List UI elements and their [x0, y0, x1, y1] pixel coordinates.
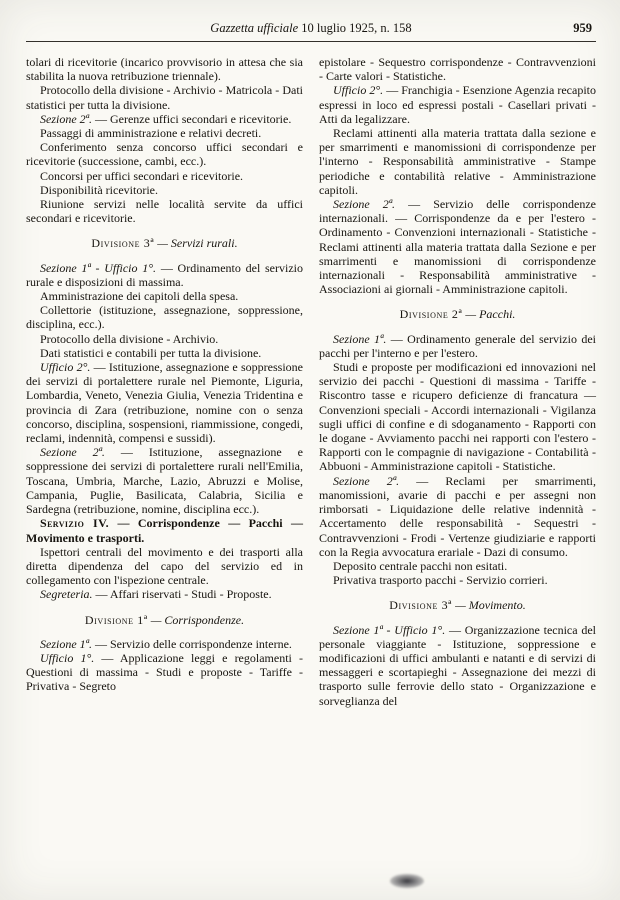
division-title: — Servizi rurali. — [157, 236, 238, 251]
paragraph — [319, 360, 596, 474]
paragraph-text: tolari di ricevitorie (incarico provvisorio in attesa che sia stabilita la nuova retribuzione triennale). — [26, 55, 303, 84]
paragraph-text: — Affari riservati - Studi - Proposte. — [95, 587, 272, 602]
paragraph — [319, 559, 596, 573]
paragraph-text: — Gerenze uffici secondari e ricevitorie. — [94, 111, 292, 126]
header-rule — [26, 41, 596, 42]
paragraph-text: — Corrispondenze — Pacchi — Movimento e trasporti. — [26, 516, 303, 545]
paragraph-text: — Servizio delle corrispondenze internazionali. — Corrispondenze da e per l'estero - Ordinamento - Convenzioni internazionali - Statistiche - Reclami attinenti alla materia trattata dalla Sezione e per smarrimenti e manomissioni di corrispondenze internazionali - Responsabilità amministrative - Associazioni ai giornali - Amministrazione capitoli. — [319, 197, 597, 297]
paragraph — [26, 637, 303, 651]
paragraph-text: Conferimento senza concorso uffici secondari e ricevitorie (successione, cambi, ecc.). — [26, 140, 303, 169]
paragraph — [319, 83, 596, 126]
paragraph-text: Privativa trasporto pacchi - Servizio corrieri. — [333, 573, 548, 588]
paragraph — [319, 623, 596, 708]
paragraph-text: epistolare - Sequestro corrispondenze - Contravvenzioni - Carte valori - Statistiche. — [319, 55, 596, 84]
division-title: — Movimento. — [455, 598, 526, 613]
division-heading — [319, 307, 596, 321]
division-label: Divisione 1ª — [84, 612, 148, 627]
journal-issue: 10 luglio 1925, n. 158 — [301, 21, 412, 35]
paragraph — [26, 516, 303, 544]
division-label: Divisione 3ª — [389, 598, 453, 613]
paragraph — [26, 112, 303, 126]
paragraph — [26, 360, 303, 445]
paragraph-lead: Ufficio 2°. — [40, 360, 91, 375]
paragraph — [319, 474, 596, 559]
paragraph-text: — Istituzione, assegnazione e soppressione dei servizi di portalettere rurale nel Piemonte, Liguria, Lombardia, Veneto, Venezia Giulia, Venezia Tridentina e provincia di Zara (retribuzione, nomine con o senza concorso, disciplina, sospensioni, riammissione, congedi, reclami, indennità, compensi e sussidi). — [26, 360, 303, 446]
paragraph-text: — Ordinamento generale del servizio dei pacchi per l'interno e per l'estero. — [319, 331, 597, 360]
paragraph — [26, 545, 303, 588]
paragraph-text: Dati statistici e contabili per tutta la divisione. — [40, 345, 262, 360]
paragraph-lead: Ufficio 1°. — [40, 650, 95, 665]
paragraph-text: Disponibilità ricevitorie. — [40, 182, 158, 197]
paragraph-lead: Sezione 1ª. — [333, 331, 387, 346]
division-heading — [26, 613, 303, 627]
paragraph-text: — Reclami per smarrimenti, manomissioni, avarie di pacchi e per assegni non rimborsati - Liquidazione delle relative indennità - Accertamento delle responsabilità - Sequestri - Contravvenzioni - Frodi - Vertenze giudiziarie e rapporti con la Regia avvocatura erariale - Dazi di consumo. — [319, 473, 597, 559]
paragraph-text: — Franchigia - Esenzione Agenzia recapito espressi in loco ed espressi postali - Casellari privati - Atti da legalizzare. — [319, 83, 596, 126]
paragraph-lead: Sezione 1ª - Ufficio 1°. — [333, 622, 446, 637]
paragraph — [26, 445, 303, 516]
page-number: 959 — [573, 21, 592, 35]
paragraph-lead: Sezione 1ª - Ufficio 1°. — [40, 260, 157, 275]
paragraph-text: — Ordinamento del servizio rurale e disposizioni di massima. — [26, 260, 304, 289]
paragraph — [26, 126, 303, 140]
left-column — [26, 55, 303, 708]
paragraph-lead: Sezione 2ª. — [40, 111, 92, 126]
paragraph-text: Concorsi per uffici secondari e ricevitorie. — [40, 168, 244, 183]
division-title: — Pacchi. — [465, 307, 516, 322]
paragraph — [319, 126, 596, 197]
paragraph-text: Protocollo della divisione - Archivio - Matricola - Dati statistici per tutta la divisione. — [26, 83, 303, 112]
paragraph-text: Protocollo della divisione - Archivio. — [40, 331, 219, 346]
paragraph — [319, 197, 596, 296]
paragraph-text: Deposito centrale pacchi non esitati. — [333, 558, 508, 573]
page-header — [26, 20, 596, 38]
paragraph — [26, 83, 303, 111]
paragraph-text: Collettorie (istituzione, assegnazione, soppressione, disciplina, ecc.). — [26, 303, 303, 332]
paragraph — [26, 140, 303, 168]
right-column — [319, 55, 596, 708]
paragraph-text: — Organizzazione tecnica del personale viaggiante - Istituzione, soppressione e modificazioni di uffici ambulanti e natanti e di servizi di messaggeri e scortapieghi - Assegnazione dei mezzi di trasporto sulle ferrovie dello stato - Organizzazione e sorveglianza del — [319, 622, 597, 708]
paragraph-lead: Sezione 2ª. — [333, 197, 396, 212]
paragraph — [26, 587, 303, 601]
journal-name: Gazzetta ufficiale — [210, 21, 299, 35]
paragraph-text: Studi e proposte per modificazioni ed innovazioni nel servizio dei pacchi - Questioni di massima - Tariffe - Riscontro tasse e ricupero deficienze di francatura — Convenzioni speciali - Accordi internazionali - Vigilanza sugli uffici di confine e di sdoganamento - Rapporti con le dogane - Avviamento pacchi nei rapporti con l'estero - Rapporti con le compagnie di navigazione - Contabilità - Abbuoni - Amministrazione capitoli - Statistiche. — [319, 360, 596, 474]
continuation-paragraph — [26, 55, 303, 83]
paragraph-text: — Servizio delle corrispondenze interne. — [94, 636, 292, 651]
division-label: Divisione 2ª — [399, 307, 463, 322]
paragraph — [319, 332, 596, 360]
paragraph — [26, 169, 303, 183]
paragraph-lead: Segreteria. — [40, 587, 93, 602]
paragraph — [26, 303, 303, 331]
paragraph-text: — Istituzione, assegnazione e soppressione dei servizi di portalettere rurali nell'Emilia, Toscana, Umbria, Marche, Lazio, Abruzzi e Molise, Campania, Puglie, Basilicata, Calabria, Sicilia e Sardegna (retribuzione, nomine, disciplina ecc.). — [26, 445, 304, 517]
division-label: Divisione 3ª — [91, 236, 155, 251]
paragraph-text: Riunione servizi nelle località servite da uffici secondari e ricevitorie. — [26, 197, 303, 226]
continuation-paragraph — [319, 55, 596, 83]
paragraph — [26, 332, 303, 346]
paragraph-lead: Sezione 2ª. — [333, 473, 400, 488]
paragraph — [319, 573, 596, 587]
paragraph — [26, 261, 303, 289]
paragraph-lead: Sezione 1ª. — [40, 636, 92, 651]
content-columns — [26, 55, 596, 708]
paragraph-lead: Sezione 2ª. — [40, 445, 105, 460]
division-heading — [319, 598, 596, 612]
paragraph — [26, 183, 303, 197]
paragraph — [26, 346, 303, 360]
paragraph — [26, 197, 303, 225]
paragraph — [26, 651, 303, 694]
paragraph-text: Ispettori centrali del movimento e dei trasporti alla diretta dipendenza del capo del servizio ed in collegamento con l'ispezione centrale. — [26, 544, 303, 588]
paragraph-text: — Applicazione leggi e regolamenti - Questioni di massima - Studi e proposte - Tariffe - Privativa - Segreto — [26, 650, 304, 694]
paragraph — [26, 289, 303, 303]
paragraph-lead: Ufficio 2°. — [333, 83, 384, 98]
division-heading — [26, 236, 303, 250]
paragraph-text: Amministrazione dei capitoli della spesa. — [40, 289, 239, 304]
paragraph-text: Passaggi di amministrazione e relativi decreti. — [40, 126, 262, 141]
paragraph-text: Reclami attinenti alla materia trattata dalla sezione e per smarrimenti e manomissioni di corrispondenze per l'interno - Responsabilità amministrative - Stampe periodiche e contabilità relative - Amministrazione capitoli. — [319, 126, 596, 197]
division-title: — Corrispondenze. — [150, 612, 245, 627]
paragraph-lead: Servizio IV. — [40, 516, 110, 531]
scan-artifact — [390, 874, 424, 888]
